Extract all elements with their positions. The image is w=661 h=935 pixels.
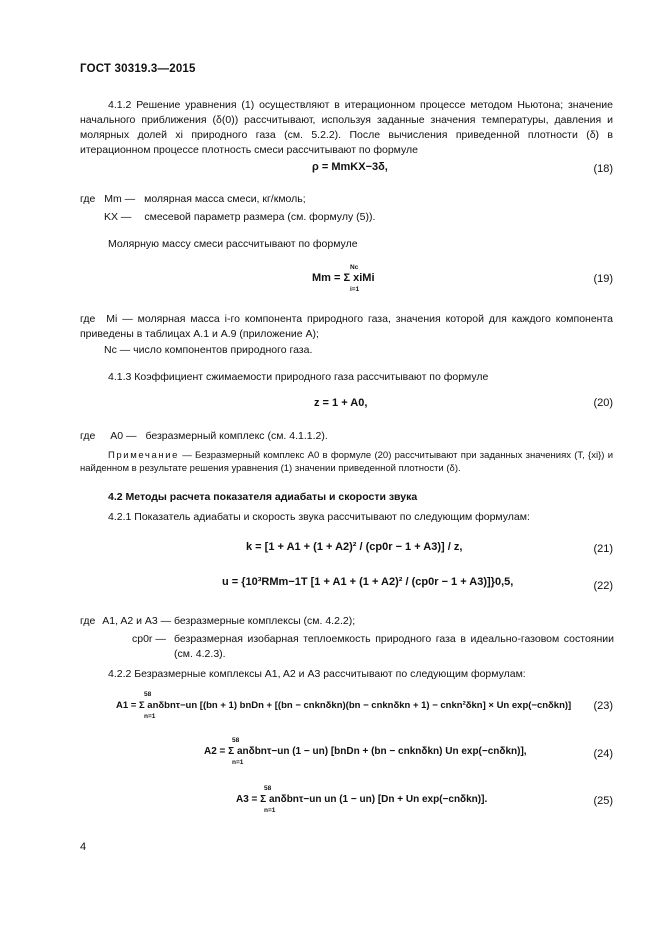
kx-symbol: KX — xyxy=(104,211,132,223)
a0-symbol: A0 — xyxy=(110,430,137,442)
note xyxy=(80,449,613,475)
mi-definition: Mi — молярная масса i-го компонента природного газа, значения которой для каждого компонента приведены в таблицах А.1 и А.9 (приложение А); xyxy=(80,313,614,340)
where-prefix: где xyxy=(80,430,96,442)
equation-number-24: (24) xyxy=(593,748,613,760)
formula-25-text: A3 = Σ anδbnτ−un un (1 − un) [Dn + Un exp(−cnδkn)]. xyxy=(236,794,488,805)
equation-number-23: (23) xyxy=(593,700,613,712)
paragraph-4-1-2: 4.1.2 Решение уравнения (1) осуществляют в итерационном процессе методом Ньютона; значение начального приближения (δ(0)) рассчитывают, используя заданные значения температуры, давления и молярных долей xi природного газа (см. 5.2.2). После вычисления приведенной плотности (δ) в итерационном процессе плотность смеси рассчитывают по формуле xyxy=(80,99,613,156)
where-prefix: где xyxy=(80,313,96,325)
formula-23-lower-limit: n=1 xyxy=(144,713,156,720)
a-complexes-definition: безразмерные комплексы (см. 4.2.2); xyxy=(174,615,356,627)
document-header: ГОСТ 30319.3—2015 xyxy=(80,63,196,75)
note-label: Примечание xyxy=(108,450,179,461)
formula-22: u = {10³RMm−1T [1 + A1 + (1 + A2)² / (cp0r − 1 + A3)]}0,5, xyxy=(222,576,514,588)
a-complexes-symbol: A1, A2 и A3 — xyxy=(102,615,172,627)
formula-23-text: A1 = Σ anδbnτ−un [(bn + 1) bnDn + [(bn − cnknδkn)(bn − cnknδkn + 1) − cnkn²δkn] × Un exp(−cnδkn)] xyxy=(116,700,572,711)
formula-24-upper-limit: 58 xyxy=(232,737,240,744)
formula-25-upper-limit: 58 xyxy=(264,785,272,792)
where-prefix: где xyxy=(80,615,96,627)
section-heading-4-2: 4.2 Методы расчета показателя адиабаты и скорости звука xyxy=(108,491,418,503)
equation-number-22: (22) xyxy=(593,580,613,592)
kx-definition: смесевой параметр размера (см. формулу (5)). xyxy=(144,211,376,223)
cp0r-symbol: cp0r — xyxy=(132,633,166,645)
paragraph-molar-mass: Молярную массу смеси рассчитывают по формуле xyxy=(108,238,358,250)
formula-21: k = [1 + A1 + (1 + A2)² / (cp0r − 1 + A3)] / z, xyxy=(246,541,463,553)
equation-number-25: (25) xyxy=(593,795,613,807)
formula-20: z = 1 + A0, xyxy=(314,397,368,409)
mm-symbol: Mm — xyxy=(104,193,136,205)
formula-19-text: Mm = Σ xiMi xyxy=(312,272,375,284)
formula-25-lower-limit: n=1 xyxy=(264,807,276,814)
paragraph-4-2-1: 4.2.1 Показатель адиабаты и скорость звука рассчитывают по следующим формулам: xyxy=(108,511,530,523)
where-block-18 xyxy=(80,192,306,207)
formula-19-lower-limit: i=1 xyxy=(350,286,360,293)
formula-25 xyxy=(236,785,488,814)
a0-definition: безразмерный комплекс (см. 4.1.1.2). xyxy=(145,430,328,442)
equation-number-21: (21) xyxy=(593,543,613,555)
paragraph-4-2-2: 4.2.2 Безразмерные комплексы A1, A2 и A3 рассчитывают по следующим формулам: xyxy=(108,668,526,680)
formula-24 xyxy=(204,737,527,766)
cp0r-definition: безразмерная изобарная теплоемкость природного газа в идеально-газовом состоянии (см. 4.2.3). xyxy=(174,633,614,660)
where-block-22 xyxy=(80,614,171,629)
where-prefix: где xyxy=(80,193,96,205)
where-block-20 xyxy=(80,429,328,444)
page-number: 4 xyxy=(80,841,87,853)
where-block-18-line2 xyxy=(104,210,375,225)
equation-number-19: (19) xyxy=(593,273,613,285)
mm-definition: молярная масса смеси, кг/кмоль; xyxy=(144,193,306,205)
equation-number-20: (20) xyxy=(593,397,613,409)
formula-19 xyxy=(312,264,375,293)
formula-24-text: A2 = Σ anδbnτ−un (1 − un) [bnDn + (bn − cnknδkn) Un exp(−cnδkn)], xyxy=(204,746,527,757)
where-block-19 xyxy=(80,312,613,342)
formula-18: ρ = MmKX−3δ, xyxy=(312,161,388,173)
formula-19-upper-limit: Nc xyxy=(350,264,359,271)
equation-number-18: (18) xyxy=(593,163,613,175)
formula-24-lower-limit: n=1 xyxy=(232,759,244,766)
formula-23 xyxy=(116,691,572,720)
nc-definition: Nc — число компонентов природного газа. xyxy=(104,344,313,356)
formula-23-upper-limit: 58 xyxy=(144,691,152,698)
paragraph-4-1-3: 4.1.3 Коэффициент сжимаемости природного газа рассчитывают по формуле xyxy=(108,371,489,383)
note-text: — Безразмерный комплекс A0 в формуле (20) рассчитывают при заданных значениях (T, {xi}) и найденном в результате решения уравнения (1) значении приведенной плотности (δ). xyxy=(80,450,614,474)
